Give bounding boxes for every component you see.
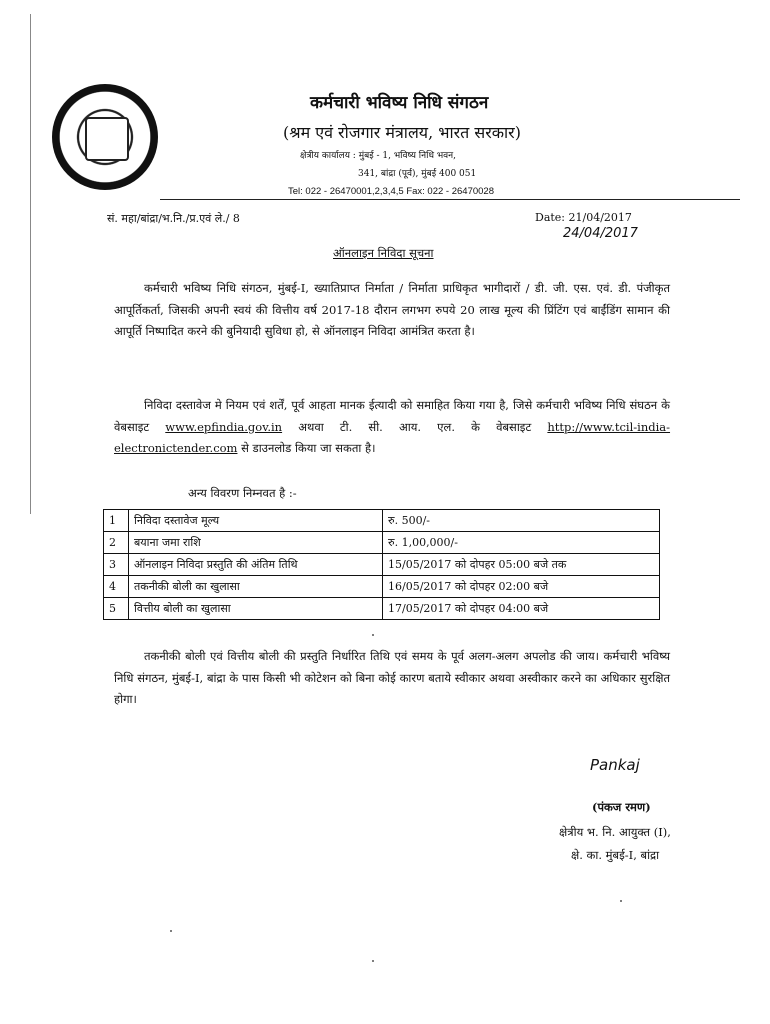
row-serial: 3 bbox=[104, 554, 129, 576]
ministry-line: (श्रम एवं रोजगार मंत्रालय, भारत सरकार) bbox=[283, 123, 521, 142]
table-row bbox=[104, 598, 660, 620]
table-row bbox=[104, 532, 660, 554]
scan-speck bbox=[372, 634, 374, 636]
row-value: रु. 500/- bbox=[383, 510, 660, 532]
paragraph-documents-text-3: से डाउनलोड किया जा सकता है। bbox=[241, 441, 376, 455]
org-name: कर्मचारी भविष्य निधि संगठन bbox=[310, 93, 489, 113]
row-serial: 2 bbox=[104, 532, 129, 554]
reference-number: सं. महा/बांद्रा/भ.नि./प्र.एवं ले./ 8 bbox=[107, 212, 240, 225]
paragraph-documents-text-2: अथवा टी. सी. आय. एल. के वेबसाइट bbox=[298, 419, 532, 434]
table-row bbox=[104, 576, 660, 598]
signatory-title: क्षेत्रीय भ. नि. आयुक्त (I), bbox=[559, 825, 671, 839]
row-serial: 1 bbox=[104, 510, 129, 532]
signature: Pankaj bbox=[590, 756, 640, 774]
table-row bbox=[104, 554, 660, 576]
paragraph-submission-terms: तकनीकी बोली एवं वित्तीय बोली की प्रस्तुति निर्धारित तिथि एवं समय के पूर्व अलग-अलग अपलोड की जाय। कर्मचारी भविष्य निधि संगठन, मुंबई-I, बांद्रा के पास किसी भी कोटेशन को बिना कोई कारण बताये स्वीकार अथवा अस्वीकार करने का अधिकार सुरक्षित होगा। bbox=[114, 649, 670, 706]
tcil-tender-link[interactable]: http://www.tcil-india-electronictender.com bbox=[114, 419, 671, 455]
row-item: ऑनलाइन निविदा प्रस्तुति की अंतिम तिथि bbox=[129, 554, 383, 576]
scan-speck bbox=[620, 900, 622, 902]
details-table bbox=[103, 509, 660, 620]
row-value: 17/05/2017 को दोपहर 04:00 बजे bbox=[383, 598, 660, 620]
row-serial: 5 bbox=[104, 598, 129, 620]
tel-fax-line: Tel: 022 - 26470001,2,3,4,5 Fax: 022 - 26470028 bbox=[288, 186, 494, 197]
row-value: 15/05/2017 को दोपहर 05:00 बजे तक bbox=[383, 554, 660, 576]
other-details-label: अन्य विवरण निम्नवत है :- bbox=[188, 486, 297, 500]
epfo-logo bbox=[52, 84, 158, 190]
row-item: निविदा दस्तावेज मूल्य bbox=[129, 510, 383, 532]
handwritten-date: 24/04/2017 bbox=[563, 226, 638, 241]
logo-emblem-icon bbox=[85, 117, 129, 161]
notice-subject: ऑनलाइन निविदा सूचना bbox=[333, 246, 434, 260]
row-value: 16/05/2017 को दोपहर 02:00 बजे bbox=[383, 576, 660, 598]
table-row bbox=[104, 510, 660, 532]
paragraph-invitation: कर्मचारी भविष्य निधि संगठन, मुंबई-I, ख्यातिप्राप्त निर्माता / निर्माता प्राधिकृत भागीदारों / डी. जी. एस. एवं. डी. पंजीकृत आपूर्तिकर्ता, जिसकी अपनी स्वयं की वित्तीय वर्ष 2017-18 दौरान लगभग रुपये 20 लाख मूल्य की प्रिंटिंग एवं बाईंडिंग सामान की आपूर्ति निष्पादित करने की बुनियादी सुविधा हो, से ऑनलाइन निविदा आमंत्रित करता है। bbox=[114, 281, 670, 338]
document-date: Date: 21/04/2017 bbox=[535, 211, 632, 224]
margin-fold-line bbox=[30, 14, 31, 514]
paragraph-documents bbox=[114, 395, 670, 460]
scan-speck bbox=[372, 960, 374, 962]
address-line: 341, बांद्रा (पूर्व), मुंबई 400 051 bbox=[358, 169, 477, 179]
paragraph-documents-text-1: निविदा दस्तावेज मे नियम एवं शर्तें, पूर्व आहता मानक ईत्यादी को समाहित किया गया है, जिसे कर्मचारी भविष्य निधि संघठन के वेबसाइट bbox=[114, 398, 670, 434]
row-serial: 4 bbox=[104, 576, 129, 598]
row-value: रु. 1,00,000/- bbox=[383, 532, 660, 554]
regional-office-line: क्षेत्रीय कार्यालय : मुंबई - 1, भविष्य निधि भवन, bbox=[300, 151, 457, 161]
signatory-office: क्षे. का. मुंबई-I, बांद्रा bbox=[571, 848, 660, 862]
signatory-name: (पंकज रमण) bbox=[592, 800, 651, 814]
row-item: वित्तीय बोली का खुलासा bbox=[129, 598, 383, 620]
epfindia-link[interactable]: www.epfindia.gov.in bbox=[165, 419, 283, 434]
row-item: तकनीकी बोली का खुलासा bbox=[129, 576, 383, 598]
row-item: बयाना जमा राशि bbox=[129, 532, 383, 554]
header-divider bbox=[160, 199, 740, 200]
scan-speck bbox=[170, 930, 172, 932]
